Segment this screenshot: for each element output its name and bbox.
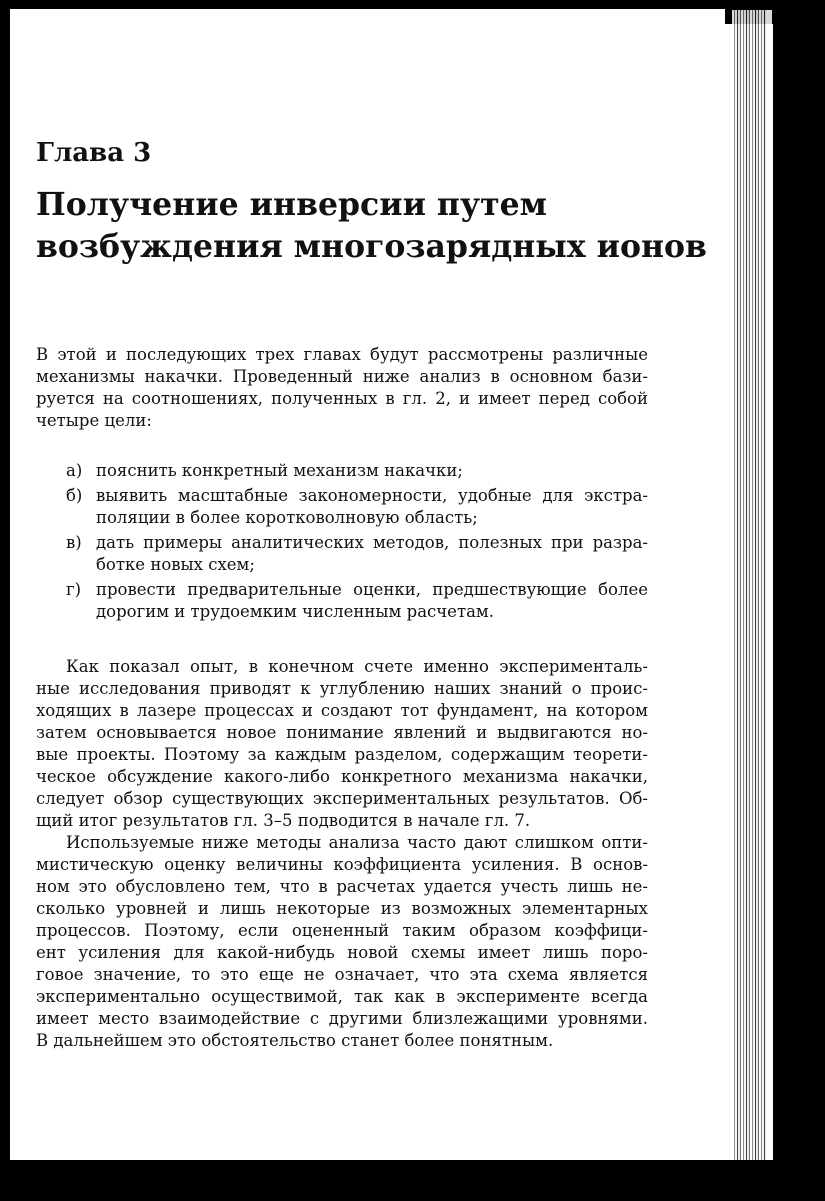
text-line: поляции в более коротковолновую область; [96, 508, 478, 527]
text-line: щий итог результатов гл. 3–5 подводится в начале гл. 7. [36, 811, 531, 830]
text-line: вые проекты. Поэтому за каждым разделом, содержащим теорети- [36, 745, 648, 764]
book-page-edge [732, 10, 772, 1160]
text-line: экспериментально осуществимой, так как в эксперименте всегда [36, 987, 648, 1006]
text-line: имеет место взаимодействие с другими близлежащими уровнями. [36, 1009, 648, 1028]
text-line: руется на соотношениях, полученных в гл. 2, и имеет перед собой [36, 389, 648, 408]
text-line: Используемые ниже методы анализа часто дают слишком опти- [66, 833, 648, 852]
text-line: Как показал опыт, в конечном счете именно эксперименталь- [66, 657, 648, 676]
list-item [36, 485, 648, 529]
scan-border-right [773, 0, 825, 1201]
text-line: ходящих в лазере процессах и создают тот фундамент, на котором [36, 701, 648, 720]
text-line: ческое обсуждение какого-либо конкретного механизма накачки, [36, 767, 648, 786]
text-line: четыре цели: [36, 411, 152, 430]
text-line: пояснить конкретный механизм накачки; [96, 461, 463, 480]
scan-border-bottom [0, 1160, 825, 1201]
list-item-text [96, 579, 648, 623]
scan-border-top [0, 0, 825, 9]
text-line: дать примеры аналитических методов, полезных при разра- [96, 533, 648, 552]
text-line: ные исследования приводят к углублению наших знаний о проис- [36, 679, 648, 698]
text-line: следует обзор существующих экспериментальных результатов. Об- [36, 789, 648, 808]
list-item [36, 579, 648, 623]
chapter-title-line: Получение инверсии путем [36, 186, 548, 223]
chapter-label: Глава 3 [36, 138, 152, 168]
text-line: В этой и последующих трех главах будут рассмотрены различные [36, 345, 648, 364]
list-item-text [96, 460, 648, 482]
chapter-title [36, 184, 707, 268]
text-line: выявить масштабные закономерности, удобные для экстра- [96, 486, 648, 505]
list-marker: г) [66, 580, 82, 599]
text-line: процессов. Поэтому, если оцененный таким образом коэффици- [36, 921, 648, 940]
text-line: ент усиления для какой-нибудь новой схемы имеет лишь поро- [36, 943, 648, 962]
scan-border-left [0, 0, 10, 1201]
chapter-title-line: возбуждения многозарядных ионов [36, 228, 707, 265]
text-line: говое значение, то это еще не означает, что эта схема является [36, 965, 648, 984]
list-item [36, 460, 648, 482]
list-item [36, 532, 648, 576]
text-line: сколько уровней и лишь некоторые из возможных элементарных [36, 899, 648, 918]
body-paragraph [36, 832, 648, 1052]
body-paragraph [36, 656, 648, 832]
text-line: дорогим и трудоемким численным расчетам. [96, 602, 494, 621]
intro-paragraph [36, 344, 648, 432]
text-line: В дальнейшем это обстоятельство станет более понятным. [36, 1031, 554, 1050]
goals-list [36, 460, 648, 626]
text-line: провести предварительные оценки, предшествующие более [96, 580, 648, 599]
text-line: механизмы накачки. Проведенный ниже анализ в основном бази- [36, 367, 648, 386]
text-line: ботке новых схем; [96, 555, 255, 574]
list-item-text [96, 532, 648, 576]
text-line: затем основывается новое понимание явлений и выдвигаются но- [36, 723, 648, 742]
list-marker: в) [66, 533, 82, 552]
list-item-text [96, 485, 648, 529]
list-marker: а) [66, 461, 83, 480]
text-line: мистическую оценку величины коэффициента усиления. В основ- [36, 855, 648, 874]
text-line: ном это обусловлено тем, что в расчетах удается учесть лишь не- [36, 877, 648, 896]
list-marker: б) [66, 486, 83, 505]
